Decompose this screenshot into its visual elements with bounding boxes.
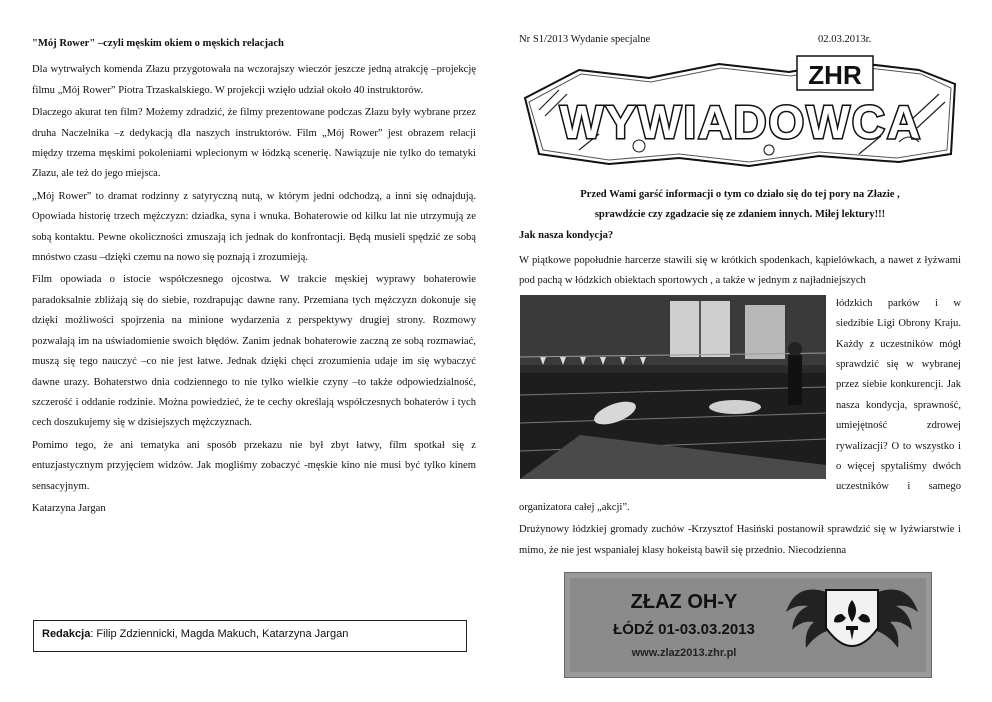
intro-line-1: Przed Wami garść informacji o tym co działo się do tej pory na Złazie , (580, 189, 900, 200)
article-title: "Mój Rower" –czyli męskim okiem o męskich relacjach (32, 38, 284, 49)
issue-number: Nr S1/2013 Wydanie specjalne (519, 34, 651, 45)
left-article (32, 34, 476, 521)
masthead-drawing (519, 50, 959, 170)
article-paragraph-4: Film opowiada o istocie współczesnego ojcostwa. W trakcie męskiej wyprawy bohaterowie paradoksalnie zbliżają się do siebie, rozdrapując dawne rany. Przemiana tych mężczyzn dokonuje się dzięki możliwości spojrzenia na minione wydarzenia z perspektywy drugiej strony. Rozmowy pozwalają im na uświadomienie swoich błędów. Zanim jednak bohaterowie zaczną ze sobą rozmawiać, muszą się tego nauczyć –co nie jest łatwe. Jednak dzięki chęci zrozumienia udaje im się wybaczyć dawne urazy. Bohaterstwo dnia codziennego to nie tylko wielkie czyny –to także odpowiedzialność, szczerość i oddanie rodzinie. Można powiedzieć, że te cechy określają współczesnych bohaterów i tych cech doszukujemy się w dzisiejszych mężczyznach. (32, 274, 476, 429)
banner-title: ZŁAZ OH-Y (630, 591, 738, 613)
article-author: Katarzyna Jargan (32, 502, 106, 514)
pool-photo-image (520, 295, 826, 479)
intro-text (519, 185, 961, 226)
event-banner (564, 572, 932, 678)
right-paragraph-2: Drużynowy łódzkiej gromady zuchów -Krzysztof Hasiński postanowił sprawdzić się w łyżwiarstwie i mimo, że nie jest wspaniałej klasy hokeistą bawił się przednio. Niecodzienna (519, 524, 961, 556)
article-paragraph-2: Dlaczego akurat ten film? Możemy zdradzić, że filmy prezentowane podczas Złazu były wybrane przez druha Naczelnika –z dedykacją dla naszych instruktorów. Film „Mój Rower” jest obrazem relacji między trzema męskimi pokoleniami wplecionym w łódzką scenerię. Nawiązuje nie tylko do tematyki Złazu, ale też do jego miejsca. (32, 107, 476, 180)
article-paragraph-3: „Mój Rower” to dramat rodzinny z satyryczną nutą, w którym jedni odchodzą, a inni się odnajdują. Opowiada historię trzech mężczyzn: dziadka, syna i wnuka. Bohaterowie od kilku lat nie utrzymują ze sobą kontaktu. Pewne okoliczności zmuszają ich jednak do konfrontacji. Będą musieli spędzić ze sobą mnóstwo czasu –dzięki czemu na nowo się poznają i zrozumieją. (32, 190, 476, 264)
editors-names: : Filip Zdziennicki, Magda Makuch, Katarzyna Jargan (90, 628, 349, 640)
right-paragraph-1-rest: łódzkich parków i w siedzibie Ligi Obrony Kraju. Każdy z uczestników mógł sprawdzić się w wybranej przez siebie konkurencji. Jak nasza kondycja, sprawność, umiejętność zdrowej rywalizacji? O to wszystko i o więcej spytaliśmy dwóch uczestników i samego organizatora całej „akcji”. (519, 297, 961, 513)
masthead-logo (519, 50, 959, 170)
right-paragraph-1-lead: W piątkowe popołudnie harcerze stawili się w krótkich spodenkach, kąpielówkach, a nawet z łyżwami pod pachą w łódzkich obiektach sportowych , a także w jednym z najładniejszych (519, 255, 961, 287)
intro-line-2: sprawdźcie czy zgadzacie się ze zdaniem innych. Miłej lektury!!! (594, 209, 886, 221)
event-banner-image (564, 572, 932, 678)
emblem-icon (786, 590, 918, 649)
masthead-org: ZHR (808, 60, 862, 90)
banner-dates: ŁÓDŹ 01-03.03.2013 (613, 621, 755, 638)
pool-photo (520, 295, 826, 479)
right-article (519, 251, 961, 563)
issue-date: 02.03.2013r. (818, 34, 872, 45)
editors-label: Redakcja (42, 628, 91, 640)
masthead-title: WYWIADOWCA (559, 96, 923, 148)
article-paragraph-5: Pomimo tego, że ani tematyka ani sposób przekazu nie był zbyt łatwy, film spotkał się z entuzjastycznym przyjęciem widzów. Jak mogliśmy zobaczyć -męskie kino nie musi być tylko kinem sensacyjnym. (32, 439, 476, 492)
banner-url: www.zlaz2013.zhr.pl (631, 647, 737, 659)
article-paragraph-1: Dla wytrwałych komenda Złazu przygotowała na wczorajszy wieczór jeszcze jedną atrakcję –projekcję filmu „Mój Rower” Piotra Trzaskalskiego. W projekcji wzięło udział około 40 instruktorów. (32, 64, 476, 96)
section-heading: Jak nasza kondycja? (519, 230, 614, 241)
editors-box (33, 620, 467, 652)
